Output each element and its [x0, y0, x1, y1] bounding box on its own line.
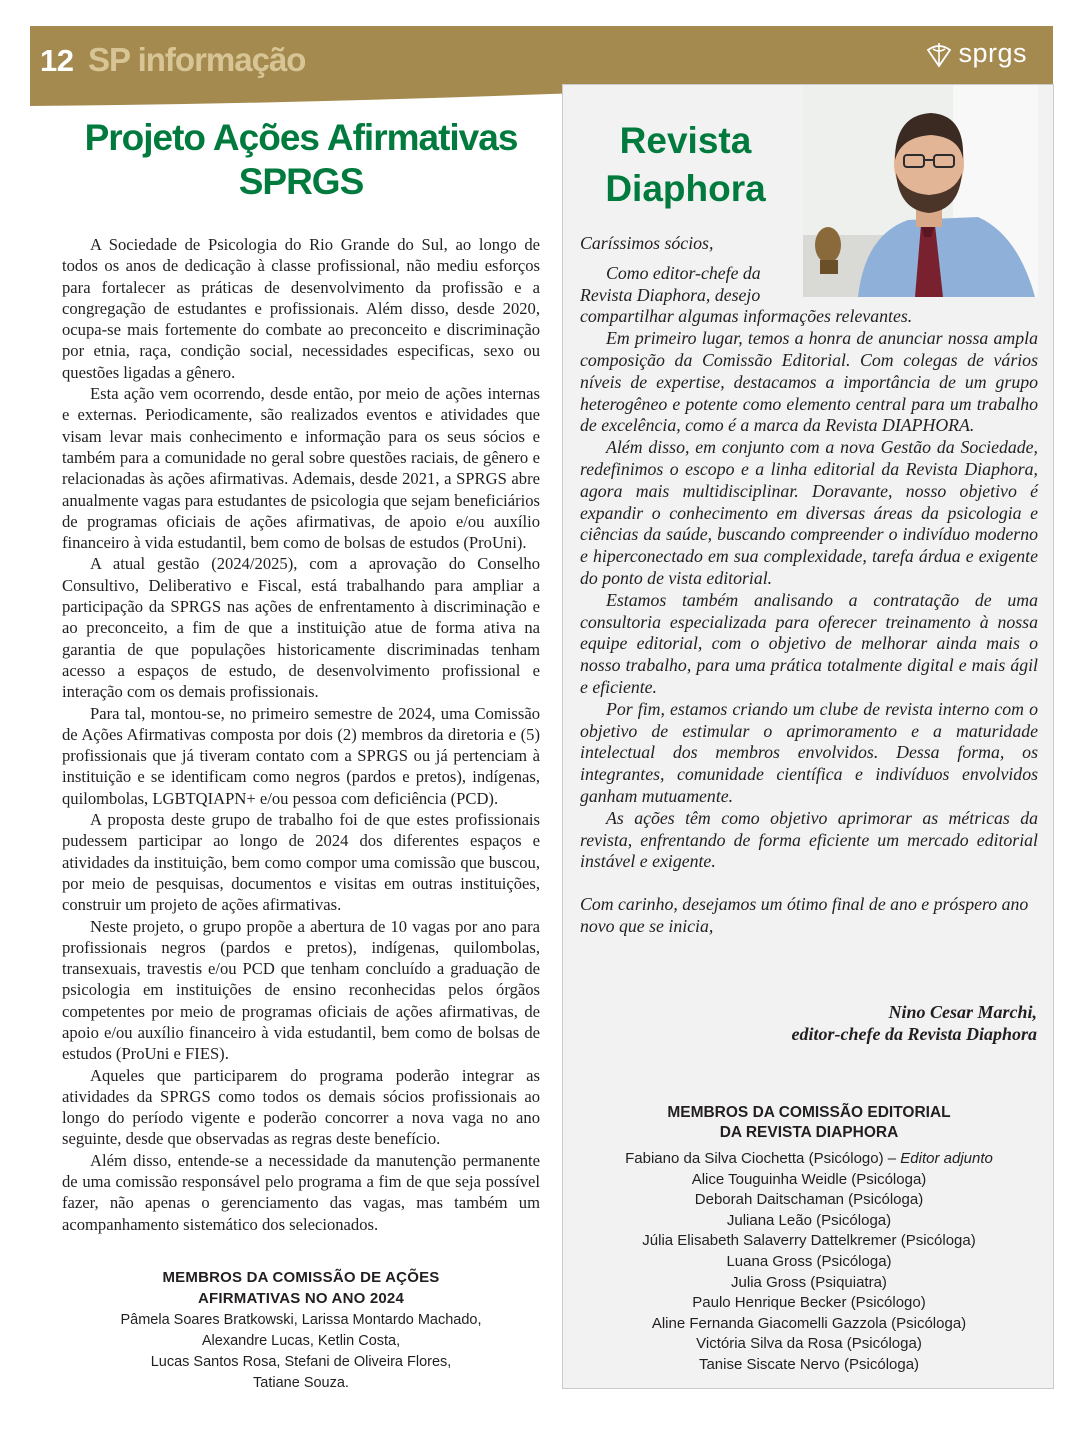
editorial-heading-line: MEMBROS DA COMISSÃO EDITORIAL: [667, 1104, 951, 1121]
member-role: Editor adjunto: [900, 1150, 993, 1167]
article-paragraph: A Sociedade de Psicologia do Rio Grande do Sul, ao longo de todos os anos de dedicação à classe profissional, não mediu esforços para fortalecer as práticas de desenvolvimento da profissão e a congregação de estudantes e profissionais. Além disso, desde 2020, ocupa-se mais fortemente do combate ao preconceito e discriminação por etnia, raça, condição social, necessidades especificas, sexo ou questões ligadas a gênero.: [62, 235, 540, 382]
editorial-member: Júlia Elisabeth Salaverry Dattelkremer (Psicóloga): [642, 1232, 976, 1250]
letter-intro-line: Revista Diaphora, desejo: [580, 284, 761, 305]
editorial-member: Victória Silva da Rosa (Psicóloga): [696, 1335, 922, 1353]
sidebar-title-line: Diaphora: [605, 168, 766, 209]
editorial-member: Aline Fernanda Giacomelli Gazzola (Psicóloga): [651, 1314, 967, 1332]
sidebar-title-line: Revista: [619, 120, 752, 161]
logo-mark-icon: [924, 40, 954, 68]
sprgs-logo: [924, 38, 1027, 69]
letter-paragraph: As ações têm como objetivo aprimorar as métricas da revista, enfrentando de forma eficiente um mercado editorial instável e exigente.: [580, 807, 1038, 872]
members-heading-line: AFIRMATIVAS NO ANO 2024: [197, 1289, 405, 1307]
signature-name: Nino Cesar Marchi,: [888, 1002, 1037, 1022]
editorial-member: Deborah Daitschaman (Psicóloga): [694, 1191, 924, 1209]
letter-intro-line: Como editor-chefe da: [606, 262, 761, 283]
members-line: Lucas Santos Rosa, Stefani de Oliveira Flores,: [150, 1353, 452, 1370]
diaphora-sidebar: [562, 84, 1054, 1389]
article-paragraph: Além disso, entende-se a necessidade da manutenção permanente de uma comissão responsável pelo programa a fim de que seja possível fazer, não apenas o gerenciamento das vagas, mas também um acompanhamento sistemático dos selecionados.: [62, 1150, 540, 1234]
members-line: Alexandre Lucas, Ketlin Costa,: [201, 1332, 401, 1349]
signature-role: editor-chefe da Revista Diaphora: [791, 1024, 1037, 1044]
editorial-member: Julia Gross (Psiquiatra): [731, 1273, 887, 1291]
letter-paragraph: Por fim, estamos criando um clube de revista interno com o objetivo de estimular o aprimoramento e a maturidade intelectual dos membros envolvidos. Dessa forma, os integrantes, comunidade científica e indivíduos envolvidos ganham mutuamente.: [580, 698, 1038, 806]
article-paragraph: A atual gestão (2024/2025), com a aprovação do Conselho Consultivo, Deliberativo e Fiscal, está trabalhando para ampliar a participação da SPRGS nas ações de enfrentamento à discriminação e ao preconceito, a fim de que a instituição atue de forma ativa na garantia de que populações historicamente discriminadas tenham acesso a espaços de estudo, de desenvolvimento profissional e interação com os demais profissionais.: [62, 554, 540, 702]
members-line: Pâmela Soares Bratkowski, Larissa Montardo Machado,: [120, 1311, 482, 1328]
article-title: Projeto Ações Afirmativas SPRGS: [84, 117, 518, 202]
letter-intro-line: compartilhar algumas informações relevantes.: [580, 306, 913, 327]
article-paragraph: Para tal, montou-se, no primeiro semestre de 2024, uma Comissão de Ações Afirmativas composta por dois (2) membros da diretoria e (5) profissionais que já tiveram contato com a SPRGS ou já pertenciam à instituição e se identificam como negros (pardos e pretos), indígenas, quilombolas, LGBTQIAPN+ e/ou pessoa com deficiência (PCD).: [62, 703, 540, 808]
editorial-committee: [563, 1103, 1055, 1376]
editorial-heading: [563, 1103, 1055, 1143]
editorial-member: Juliana Leão (Psicóloga): [726, 1211, 892, 1229]
member-name: Fabiano da Silva Ciochetta (Psicólogo) –: [625, 1150, 901, 1167]
letter-signature: [792, 1001, 1037, 1045]
members-list: [62, 1310, 540, 1394]
sidebar-title: [563, 117, 808, 213]
letter-paragraph: Em primeiro lugar, temos a honra de anunciar nossa ampla composição da Comissão Editorial. Com colegas de vários níveis de expertise, destacamos a importância de um grupo heterogêneo e potente como elemento central para um trabalho de excelência, como é a marca da Revista DIAPHORA.: [580, 328, 1038, 436]
editorial-member: Alice Touguinha Weidle (Psicóloga): [691, 1170, 927, 1188]
editor-letter: [580, 233, 1038, 938]
article-paragraph: A proposta deste grupo de trabalho foi de que estes profissionais pudessem participar ao longo de 2024 dos diferentes espaços e atividades da instituição, bem como compor uma comissão que buscou, por meio de pesquisas, documentos e visitas em outras instituições, construir um projeto de ações afirmativas.: [62, 810, 540, 915]
affirmative-committee-members: [62, 1268, 540, 1394]
letter-salutation: Caríssimos sócios,: [580, 233, 714, 253]
members-line: Tatiane Souza.: [253, 1374, 349, 1391]
section-name: SP informação: [88, 41, 306, 78]
letter-paragraph: Além disso, em conjunto com a nova Gestão da Sociedade, redefinimos o escopo e a linha editorial da Revista Diaphora, agora mais multidisciplinar. Doravante, nosso objetivo é expandir o conhecimento em diversas áreas da psicologia e ciências da saúde, buscando compreender o indivíduo moderno e hiperconectado em sua complexidade, tarefa árdua e exigente do ponto de vista editorial.: [580, 437, 1038, 588]
article-paragraph: Neste projeto, o grupo propõe a abertura de 10 vagas por ano para profissionais negros (pardos e pretos), indígenas, quilombolas, transexuais, travestis e/ou PCD que tenham concluído a graduação de psicologia em instituições de ensino reconhecidas pelos órgãos competentes por meio de programas oficiais de ações afirmativas, de apoio e/ou auxílio financeiro à vida estudantil, bem como de bolsas de estudos (ProUni e FIES).: [62, 916, 540, 1064]
logo-text: sprgs: [958, 38, 1027, 68]
article-paragraph: Esta ação vem ocorrendo, desde então, por meio de ações internas e externas. Periodicamente, são realizados eventos e atividades que visam levar mais conhecimento e informação para os seus sócios e também para a comunidade no geral sobre questões raciais, de gênero e relacionadas às ações afirmativas. Ademais, desde 2021, a SPRGS abre anualmente vagas para estudantes de psicologia que sejam beneficiários de programas oficiais de ações afirmativas, de apoio e/ou auxílio financeiro à vida estudantil, bem como de bolsas de estudos (ProUni).: [62, 384, 540, 553]
article-paragraph: Aqueles que participarem do programa poderão integrar as atividades da SPRGS como todos os demais sócios profissionais ao longo do período vigente e poderão concorrer a nova vaga no ano seguinte, desde que observadas as regras deste benefício.: [62, 1065, 540, 1149]
editorial-member: Paulo Henrique Becker (Psicólogo): [692, 1294, 926, 1312]
members-heading-line: MEMBROS DA COMISSÃO DE AÇÕES: [162, 1268, 440, 1286]
editorial-members-list: [563, 1149, 1055, 1376]
editorial-member: Tanise Siscate Nervo (Psicóloga): [698, 1355, 920, 1373]
editorial-member: Luana Gross (Psicóloga): [726, 1252, 892, 1270]
editorial-member: [563, 1149, 1055, 1170]
left-article: [62, 116, 540, 1394]
editorial-heading-line: DA REVISTA DIAPHORA: [719, 1124, 899, 1141]
letter-paragraph: Estamos também analisando a contratação de uma consultoria especializada para oferecer treinamento à nossa equipe editorial, com o objetivo de melhorar ainda mais o nosso trabalho, para uma prática totalmente digital e mais ágil e eficiente.: [580, 589, 1038, 697]
article-body: [62, 234, 540, 1235]
letter-closing: Com carinho, desejamos um ótimo final de ano e próspero ano novo que se inicia,: [580, 894, 1029, 936]
page-number: 12: [40, 43, 74, 78]
